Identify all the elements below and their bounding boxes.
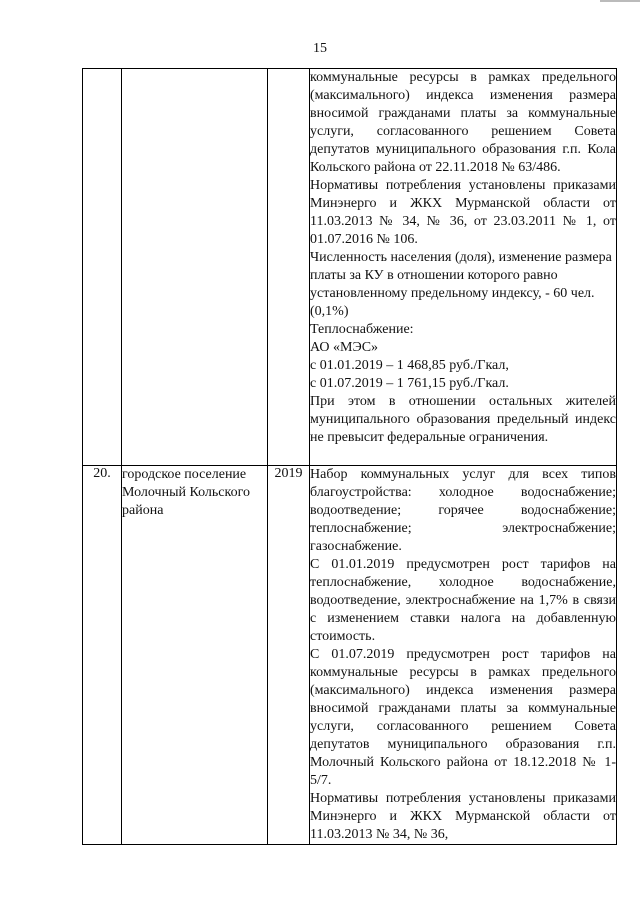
description-paragraph: С 01.07.2019 предусмотрен рост тарифов на коммунальные ресурсы в рамках предельного (максимального) индекса изменения размера вносимой гражданами платы за коммунальные услуги, согласованного решением Совета депутатов муниципального образования г.п. Молочный Кольского района от 18.12.2018 № 1-5/7. [310,647,616,788]
description-paragraph: коммунальные ресурсы в рамках предельного (максимального) индекса изменения размера вносимой гражданами платы за коммунальные услуги, согласованного решением Совета депутатов муниципального образования г.п. Кола Кольского района от 22.11.2018 № 63/486. [310,70,616,175]
row-number-cell: 20. [83,466,122,845]
description-paragraph: Теплоснабжение: [310,322,414,337]
description-cell [310,69,617,466]
year-cell: 2019 [268,466,310,845]
description-paragraph: Нормативы потребления установлены приказами Минэнерго и ЖКХ Мурманской области от 11.03.2013 № 34, № 36, от 23.03.2011 № 1, от 01.07.2016 № 106. [310,178,616,247]
description-paragraph: с 01.01.2019 – 1 468,85 руб./Гкал, [310,358,509,373]
row-number-cell [83,69,122,466]
municipality-cell [122,69,268,466]
description-cell [310,466,617,845]
year-cell [268,69,310,466]
description-paragraph: АО «МЭС» [310,340,379,355]
tariff-table [82,68,617,845]
municipality-cell: городское поселение Молочный Кольского района [122,466,268,845]
table-row [83,466,617,845]
description-paragraph: С 01.01.2019 предусмотрен рост тарифов на теплоснабжение, холодное водоснабжение, водоотведение, электроснабжение на 1,7% в связи с изменением ставки налога на добавленную стоимость. [310,557,616,644]
description-paragraph: Набор коммунальных услуг для всех типов благоустройства: холодное водоснабжение; водоотведение; горячее водоснабжение; теплоснабжение; электроснабжение; газоснабжение. [310,467,616,554]
description-paragraph: Численность населения (доля), изменение размера платы за КУ в отношении которого равно установленному предельному индексу, - 60 чел. (0,1%) [310,250,612,319]
description-paragraph: При этом в отношении остальных жителей муниципального образования предельный индекс не превысит федеральные ограничения. [310,394,616,445]
table-row [83,69,617,466]
description-paragraph: Нормативы потребления установлены приказами Минэнерго и ЖКХ Мурманской области от 11.03.2013 № 34, № 36, [310,791,616,842]
scan-edge-mark [600,0,640,8]
description-paragraph: с 01.07.2019 – 1 761,15 руб./Гкал. [310,376,509,391]
page-number: 15 [313,41,327,56]
